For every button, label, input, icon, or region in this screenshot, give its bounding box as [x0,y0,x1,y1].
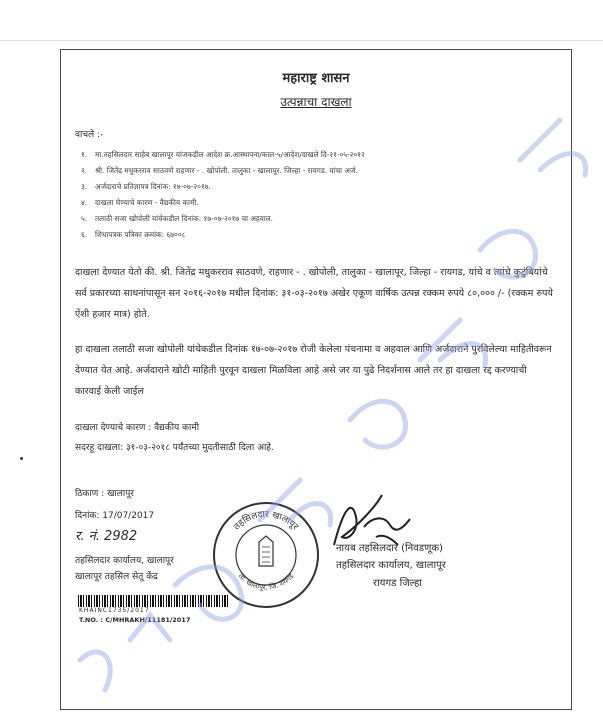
doc-subtitle: उत्पन्नाचा दाखला [280,95,352,109]
signatory-office: तहसिलदार कार्यालय, खालापूर [336,560,446,571]
declaration-paragraph: हा दाखला तलाठी सजा खोपोली यांचेकडील दिनांक १७-०७-२०१७ रोजी केलेला पंचनामा व अहवाल आणि अर्जदाराने पुरविलेल्या माहितीवरून देण्यात येत आहे. अर्जदाराने खोटी माहिती पुरवून दाखला मिळविला आहे असे जर या पुढे निदर्शनास आले तर हा दाखला रद्द करण्याची कारवाई केली जाईल [75,344,552,397]
income-certificate [60,49,572,710]
reference-item: २. श्री. जितेंद्र मधुकरराव साठवणे राहणार - . खोपोली. तालुका - खालापूर. जिल्हा - रायगड. यांचा अर्ज. [81,166,358,175]
margin-dot [20,457,23,460]
token-number: T.NO. : C/MHRAKH/11181/2017 [79,616,191,624]
reference-item: १. मा.तहसिलदार साहेब खालापूर यांजकडील आदेश क्र.आस्थापना/काल-५/आदेश/दाखले दि-२१-०५-२०१२ [81,150,365,159]
seal-top-text: तहसिलदार खालापूर [232,509,300,533]
top-divider [0,40,603,41]
barcode [78,595,228,607]
reference-item: ६. शिधापत्रक पत्रिका क्रमांक: ६७००८ [81,230,186,239]
seal-bottom-text: ता. खालापूर, जि. रायगड [236,572,296,592]
reference-item: ५. तलाठी सजा खोपोली यांचेकडील दिनांक: १७-०७-२०१७ चा अहवाल. [81,214,274,223]
reference-item: ३. अर्जदाराचे प्रतिज्ञापत्र दिनांक: १७-०७-२०१७. [81,182,211,191]
setu-center: खालापूर तहसिल सेतू केंद्र [75,572,158,582]
place-line: ठिकाण : खालापूर [75,489,134,499]
read-label: वाचले :- [75,130,104,140]
barcode-text: KHAINC1735/2017 [79,607,150,614]
signatory-designation: नायब तहसिलदार (निवडणूक) [336,543,443,554]
office-name: तहसिलदार कार्यालय, खालापूर [75,556,174,566]
doc-title: महाराष्ट्र शासन [282,71,350,86]
official-seal [211,500,321,610]
reference-item: ४. दाखला घेण्याचे कारण - वैद्यकीय कामी. [81,198,199,207]
signatory-district: रायगड जिल्हा [373,578,422,589]
date-line: दिनांक: 17/07/2017 [75,511,155,521]
reason-line: दाखला देण्याचे कारण : वैद्यकीय कामी [75,423,200,433]
registration-number: र. नं. 2982 [75,529,138,544]
certificate-paragraph: दाखला देण्यात येतो की. श्री. जितेंद्र मधुकरराव साठवणे, राहणार - . खोपोली, तालुका - खालापूर, जिल्हा - रायगड, यांचे व त्यांचे कुटुंबियांचे सर्व प्रकारच्या साधनांपासून सन २०१६-२०१७ मधील दिनांक: ३१-०३-२०१७ अखेर एकूण वार्षिक उत्पन्न रक्कम रुपये ८०,००० /- (रक्कम रुपये ऐंशी हजार मात्र) होते. [75,267,553,320]
validity-line: सदरहू दाखला: ३१-०३-२०१८ पर्यंतच्या मुदतीसाठी दिला आहे. [75,443,274,453]
